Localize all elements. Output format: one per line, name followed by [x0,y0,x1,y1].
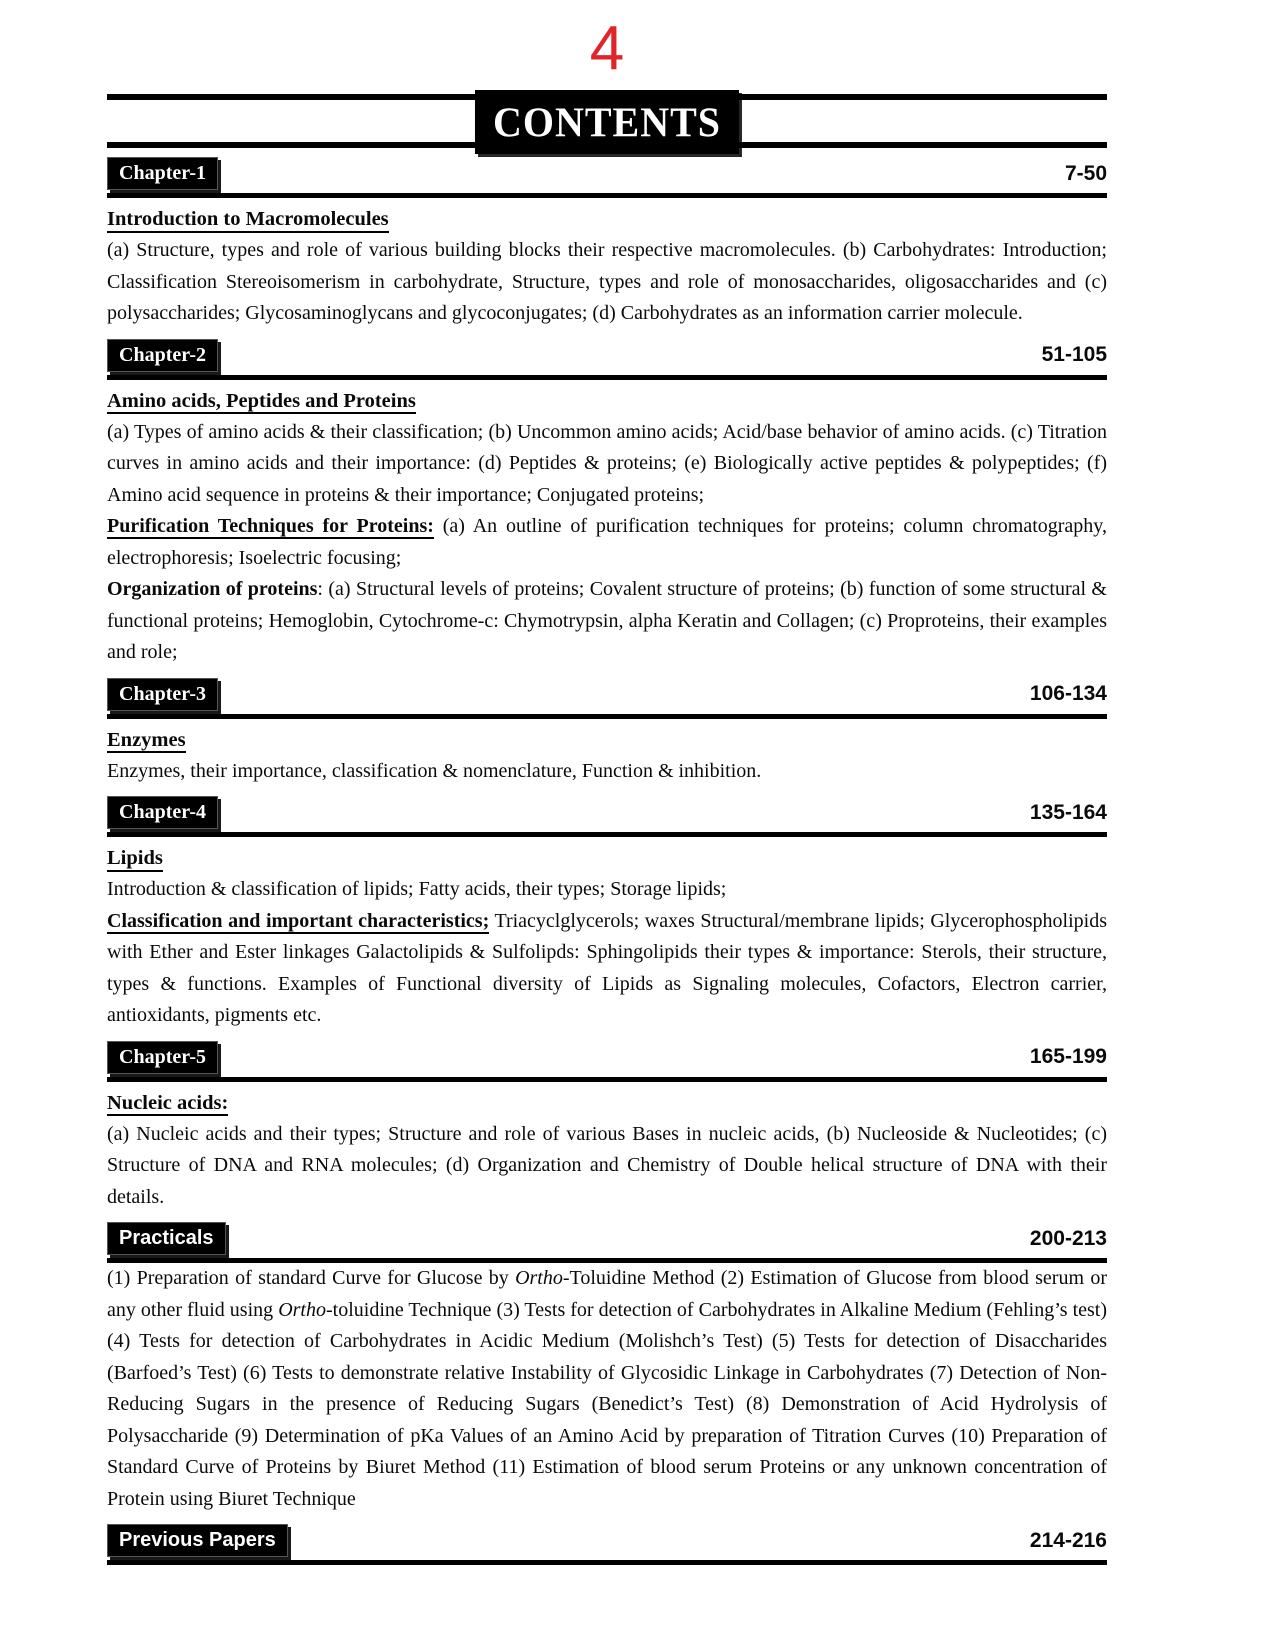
section-pages-chapter-5: 165-199 [1029,1045,1107,1068]
contents-header [107,94,1107,148]
section-paragraph-chapter-2-3 [107,574,1107,669]
text-run: (a) An outline of purification techniques for proteins; column chromatography, electrophoresis; Isoelectric focusing; [107,515,1107,569]
section-rule-chapter-1 [107,193,1107,198]
section-pages-chapter-2: 51-105 [1041,343,1107,366]
section-title-text-chapter-3: Enzymes [107,729,186,754]
section-title-chapter-2 [107,386,1107,417]
section-label-chapter-2: Chapter-2 [107,339,218,372]
text-run: : (a) Structural levels of proteins; Covalent structure of proteins; (b) function of some structural & functional proteins; Hemoglobin, Cytochrome-c: Chymotrypsin, alpha Keratin and Collagen; (c) Proproteins, their examples and role; [107,578,1107,663]
section-label-chapter-1: Chapter-1 [107,157,218,190]
section-pages-chapter-4: 135-164 [1029,800,1107,824]
section-label-chapter-4: Chapter-4 [107,796,218,829]
text-run: Purification Techniques for Proteins: [107,515,434,537]
section-rule-chapter-5 [107,1077,1107,1082]
section-paragraph-chapter-2-1 [107,417,1107,512]
section-paragraph-chapter-2-2 [107,511,1107,574]
section-label-previous-papers: Previous Papers [107,1524,288,1557]
section-rule-chapter-2 [107,375,1107,380]
section-row-chapter-4 [107,796,1107,829]
section-title-text-chapter-4: Lipids [107,847,163,872]
section-title-chapter-3 [107,725,1107,756]
page-number: 4 [589,14,625,83]
text-run: Ortho [515,1267,563,1289]
section-row-chapter-3 [107,678,1107,711]
section-pages-chapter-3: 106-134 [1029,682,1107,705]
section-title-chapter-1 [107,204,1107,235]
text-run: Enzymes, their importance, classification & nomenclature, Function & inhibition. [107,759,762,782]
contents-title: CONTENTS [492,98,722,146]
text-run: -toluidine Technique (3) Tests for detection of Carbohydrates in Alkaline Medium (Fehling’s test) (4) Tests for detection of Carbohydrates in Acidic Medium (Molishch’s Test) (5) Tests for detection of Disaccharides (Barfoed’s Test) (6) Tests to demonstrate relative Instability of Glycosidic Linkage in Carbohydrates (7) Detection of Non-Reducing Sugars in the presence of Reducing Sugars (Benedict’s Test) (8) Demonstration of Acid Hydrolysis of Polysaccharide (9) Determination of pKa Values of an Amino Acid by preparation of Titration Curves (10) Preparation of Standard Curve of Proteins by Biuret Method (11) Estimation of blood serum Proteins or any unknown concentration of Protein using Biuret Technique [107,1298,1107,1510]
section-paragraph-chapter-1-1 [107,235,1107,330]
section-title-chapter-4 [107,843,1107,874]
section-pages-chapter-1: 7-50 [1064,161,1107,185]
section-title-text-chapter-2: Amino acids, Peptides and Proteins [107,390,416,415]
section-pages-previous-papers: 214-216 [1029,1528,1107,1552]
section-rule-chapter-3 [107,714,1107,719]
section-row-chapter-1 [107,157,1107,190]
text-run: Organization of proteins [107,578,318,600]
text-run: Introduction & classification of lipids; Fatty acids, their types; Storage lipids; [107,878,727,900]
text-run: Classification and important characteristics; [107,909,490,932]
section-paragraph-practicals-1 [107,1263,1107,1515]
section-paragraph-chapter-5-1 [107,1119,1107,1214]
section-label-chapter-3: Chapter-3 [107,678,218,711]
text-run: Ortho [278,1298,326,1321]
text-run: (a) Structure, types and role of various building blocks their respective macromolecules. (b) Carbohydrates: Introduction; Classification Stereoisomerism in carbohydrate, Structure, types and role of monosaccharides, oligosaccharides and (c) polysaccharides; Glycosaminoglycans and glycoconjugates; (d) Carbohydrates as an information carrier molecule. [107,239,1107,324]
page-content [107,0,1107,1565]
contents-title-banner [475,90,739,154]
contents-sections [107,157,1107,1565]
text-run: -Toluidine Method (2) Estimation of Glucose from blood serum or any other fluid using [107,1267,1107,1321]
section-rule-previous-papers [107,1560,1107,1565]
section-row-previous-papers [107,1524,1107,1557]
section-label-chapter-5: Chapter-5 [107,1041,218,1074]
text-run: (a) Nucleic acids and their types; Structure and role of various Bases in nucleic acids, (b) Nucleoside & Nucleotides; (c) Structure of DNA and RNA molecules; (d) Organization and Chemistry of Double helical structure of DNA with their details. [107,1122,1107,1208]
section-row-practicals [107,1222,1107,1255]
section-title-chapter-5 [107,1088,1107,1119]
section-row-chapter-5 [107,1041,1107,1074]
section-rule-chapter-4 [107,832,1107,837]
section-paragraph-chapter-3-1 [107,756,1107,788]
text-run: Triacyclglycerols; waxes Structural/membrane lipids; Glycerophospholipids with Ether and Ester linkages Galactolipids & Sulfolipds: Sphingolipids their types & importance: Sterols, their structure, types & functions. Examples of Functional diversity of Lipids as Signaling molecules, Cofactors, Electron carrier, antioxidants, pigments etc. [107,909,1107,1026]
section-title-text-chapter-1: Introduction to Macromolecules [107,208,389,233]
section-paragraph-chapter-4-1 [107,874,1107,906]
section-label-practicals: Practicals [107,1222,226,1255]
section-pages-practicals: 200-213 [1029,1226,1107,1250]
section-paragraph-chapter-4-2 [107,906,1107,1032]
text-run: (1) Preparation of standard Curve for Glucose by [107,1267,516,1289]
section-title-text-chapter-5: Nucleic acids: [107,1092,228,1117]
text-run: (a) Types of amino acids & their classification; (b) Uncommon amino acids; Acid/base behavior of amino acids. (c) Titration curves in amino acids and their importance: (d) Peptides & proteins; (e) Biologically active peptides & polypeptides; (f) Amino acid sequence in proteins & their importance; Conjugated proteins; [107,420,1107,506]
section-row-chapter-2 [107,339,1107,372]
